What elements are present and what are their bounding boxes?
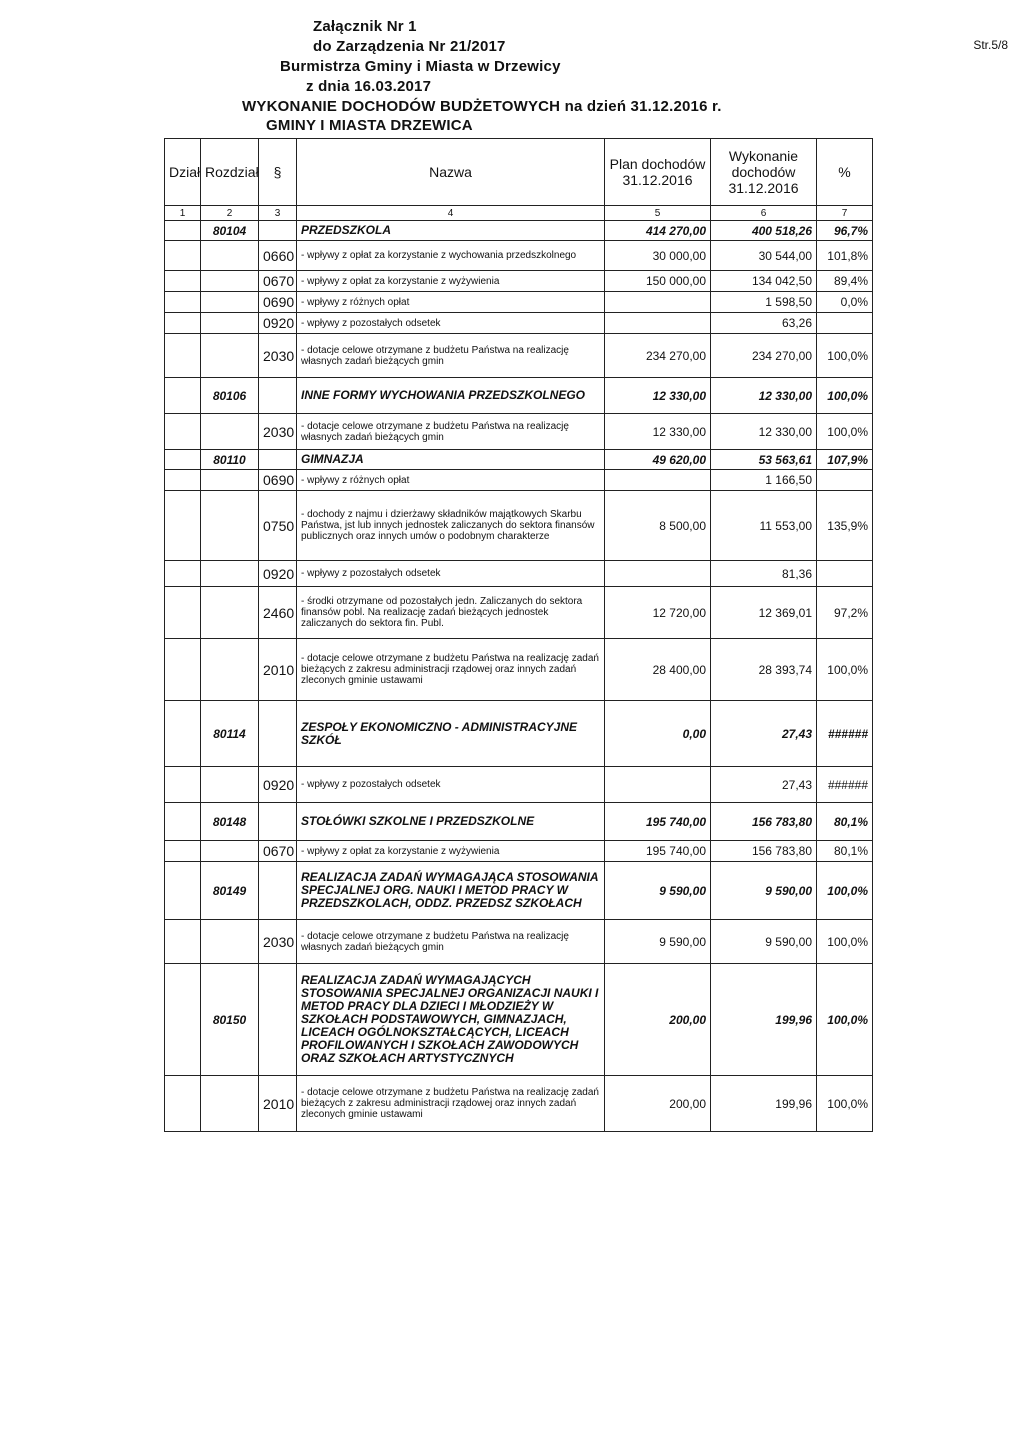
- wykonanie-cell: 28 393,74: [711, 639, 817, 701]
- rozdzial-cell: [201, 561, 259, 587]
- col-number: 7: [817, 206, 873, 221]
- plan-cell: 30 000,00: [605, 241, 711, 271]
- percent-cell: [817, 313, 873, 334]
- col-number: 6: [711, 206, 817, 221]
- wykonanie-cell: 27,43: [711, 701, 817, 767]
- report-title: WYKONANIE DOCHODÓW BUDŻETOWYCH na dzień 31.12.2016 r.: [242, 98, 722, 115]
- col-number: 4: [297, 206, 605, 221]
- dzial-cell: [165, 920, 201, 964]
- decree-number: do Zarządzenia Nr 21/2017: [313, 38, 506, 55]
- col-number: 5: [605, 206, 711, 221]
- line-item-row: [165, 271, 873, 292]
- paragraf-cell: 0690: [259, 470, 297, 491]
- rozdzial-cell: [201, 470, 259, 491]
- percent-cell: [817, 470, 873, 491]
- percent-cell: 100,0%: [817, 862, 873, 920]
- name-cell: - wpływy z pozostałych odsetek: [297, 561, 605, 587]
- percent-cell: 100,0%: [817, 334, 873, 378]
- rozdzial-cell: 80150: [201, 964, 259, 1076]
- name-cell: - wpływy z pozostałych odsetek: [297, 767, 605, 803]
- dzial-cell: [165, 1076, 201, 1132]
- paragraf-cell: 2030: [259, 334, 297, 378]
- paragraf-cell: 0660: [259, 241, 297, 271]
- paragraf-cell: 0920: [259, 561, 297, 587]
- name-cell: - wpływy z opłat za korzystanie z wyżywienia: [297, 841, 605, 862]
- rozdzial-cell: 80114: [201, 701, 259, 767]
- name-cell: - wpływy z różnych opłat: [297, 292, 605, 313]
- line-item-row: [165, 587, 873, 639]
- plan-cell: 414 270,00: [605, 221, 711, 241]
- dzial-cell: [165, 587, 201, 639]
- table-header-row: [165, 139, 873, 206]
- percent-cell: 100,0%: [817, 378, 873, 414]
- column-number-row: [165, 206, 873, 221]
- percent-cell: 135,9%: [817, 491, 873, 561]
- paragraf-cell: [259, 221, 297, 241]
- dzial-cell: [165, 767, 201, 803]
- line-item-row: [165, 313, 873, 334]
- name-cell: REALIZACJA ZADAŃ WYMAGAJĄCA STOSOWANIA SPECJALNEJ ORG. NAUKI I METOD PRACY W PRZEDSZKOLACH, ODDZ. PRZEDSZ SZKOŁACH: [297, 862, 605, 920]
- line-item-row: [165, 241, 873, 271]
- plan-cell: 8 500,00: [605, 491, 711, 561]
- paragraf-cell: 0670: [259, 271, 297, 292]
- section-row: [165, 862, 873, 920]
- name-cell: - dotacje celowe otrzymane z budżetu Państwa na realizację zadań bieżących z zakresu administracji rządowej oraz innych zadań zleconych gminie ustawami: [297, 639, 605, 701]
- wykonanie-cell: 53 563,61: [711, 450, 817, 470]
- paragraf-cell: 0920: [259, 313, 297, 334]
- rozdzial-cell: 80148: [201, 803, 259, 841]
- paragraf-cell: 2460: [259, 587, 297, 639]
- page-number: Str.5/8: [973, 38, 1008, 52]
- wykonanie-cell: 156 783,80: [711, 803, 817, 841]
- percent-cell: 0,0%: [817, 292, 873, 313]
- dzial-cell: [165, 313, 201, 334]
- table-body: [165, 139, 873, 1132]
- wykonanie-cell: 1 598,50: [711, 292, 817, 313]
- rozdzial-cell: 80106: [201, 378, 259, 414]
- plan-cell: 9 590,00: [605, 862, 711, 920]
- rozdzial-cell: [201, 587, 259, 639]
- rozdzial-cell: [201, 920, 259, 964]
- paragraf-cell: [259, 450, 297, 470]
- name-cell: - dotacje celowe otrzymane z budżetu Państwa na realizację własnych zadań bieżących gmin: [297, 920, 605, 964]
- plan-cell: 9 590,00: [605, 920, 711, 964]
- line-item-row: [165, 767, 873, 803]
- percent-cell: [817, 561, 873, 587]
- col-dzial-header: Dział: [165, 139, 201, 206]
- line-item-row: [165, 561, 873, 587]
- paragraf-cell: [259, 701, 297, 767]
- decree-date: z dnia 16.03.2017: [306, 78, 432, 95]
- dzial-cell: [165, 701, 201, 767]
- percent-cell: 107,9%: [817, 450, 873, 470]
- name-cell: - dotacje celowe otrzymane z budżetu Państwa na realizację własnych zadań bieżących gmin: [297, 334, 605, 378]
- wykonanie-cell: 12 369,01: [711, 587, 817, 639]
- plan-cell: 234 270,00: [605, 334, 711, 378]
- name-cell: ZESPOŁY EKONOMICZNO - ADMINISTRACYJNE SZKÓŁ: [297, 701, 605, 767]
- name-cell: - wpływy z opłat za korzystanie z wychowania przedszkolnego: [297, 241, 605, 271]
- percent-cell: 100,0%: [817, 639, 873, 701]
- name-cell: INNE FORMY WYCHOWANIA PRZEDSZKOLNEGO: [297, 378, 605, 414]
- percent-cell: 100,0%: [817, 964, 873, 1076]
- wykonanie-cell: 9 590,00: [711, 920, 817, 964]
- document-header: [0, 0, 1024, 140]
- section-row: [165, 221, 873, 241]
- plan-cell: [605, 561, 711, 587]
- plan-cell: [605, 292, 711, 313]
- paragraf-cell: 2010: [259, 639, 297, 701]
- name-cell: - dotacje celowe otrzymane z budżetu Państwa na realizację zadań bieżących z zakresu administracji rządowej oraz innych zadań zleconych gminie ustawami: [297, 1076, 605, 1132]
- wykonanie-cell: 234 270,00: [711, 334, 817, 378]
- percent-cell: 101,8%: [817, 241, 873, 271]
- paragraf-cell: [259, 803, 297, 841]
- dzial-cell: [165, 841, 201, 862]
- percent-cell: 96,7%: [817, 221, 873, 241]
- col-number: 2: [201, 206, 259, 221]
- dzial-cell: [165, 414, 201, 450]
- dzial-cell: [165, 450, 201, 470]
- dzial-cell: [165, 561, 201, 587]
- percent-cell: 80,1%: [817, 841, 873, 862]
- dzial-cell: [165, 378, 201, 414]
- dzial-cell: [165, 241, 201, 271]
- col-wykonanie-header: Wykonanie dochodów 31.12.2016: [711, 139, 817, 206]
- line-item-row: [165, 414, 873, 450]
- rozdzial-cell: 80104: [201, 221, 259, 241]
- dzial-cell: [165, 221, 201, 241]
- paragraf-cell: 2010: [259, 1076, 297, 1132]
- col-rozdzial-header: Rozdział: [201, 139, 259, 206]
- name-cell: - dotacje celowe otrzymane z budżetu Państwa na realizację własnych zadań bieżących gmin: [297, 414, 605, 450]
- rozdzial-cell: [201, 292, 259, 313]
- plan-cell: 12 720,00: [605, 587, 711, 639]
- name-cell: - środki otrzymane od pozostałych jedn. Zaliczanych do sektora finansów pobl. Na realizację zadań bieżących jednostek zaliczanych do sektora fin. Publ.: [297, 587, 605, 639]
- name-cell: REALIZACJA ZADAŃ WYMAGAJĄCYCH STOSOWANIA SPECJALNEJ ORGANIZACJI NAUKI I METOD PRACY DLA DZIECI I MŁODZIEŻY W SZKOŁACH PODSTAWOWYCH, GIMNAZJACH, LICEACH OGÓLNOKSZTAŁCĄCYCH, LICEACH PROFILOWANYCH I SZKOŁACH ZAWODOWYCH ORAZ SZKOŁACH ARTYSTYCZNYCH: [297, 964, 605, 1076]
- rozdzial-cell: 80110: [201, 450, 259, 470]
- wykonanie-cell: 27,43: [711, 767, 817, 803]
- rozdzial-cell: [201, 414, 259, 450]
- section-row: [165, 450, 873, 470]
- wykonanie-cell: 11 553,00: [711, 491, 817, 561]
- col-paragraf-header: §: [259, 139, 297, 206]
- section-row: [165, 701, 873, 767]
- section-row: [165, 803, 873, 841]
- wykonanie-cell: 134 042,50: [711, 271, 817, 292]
- plan-cell: [605, 470, 711, 491]
- col-nazwa-header: Nazwa: [297, 139, 605, 206]
- line-item-row: [165, 491, 873, 561]
- col-number: 3: [259, 206, 297, 221]
- attachment-title: Załącznik Nr 1: [313, 18, 417, 35]
- name-cell: - dochody z najmu i dzierżawy składników majątkowych Skarbu Państwa, jst lub innych jednostek zaliczanych do sektora finansów publicznych oraz innych umów o podobnym charakterze: [297, 491, 605, 561]
- rozdzial-cell: [201, 241, 259, 271]
- dzial-cell: [165, 470, 201, 491]
- plan-cell: 0,00: [605, 701, 711, 767]
- percent-cell: 100,0%: [817, 1076, 873, 1132]
- line-item-row: [165, 841, 873, 862]
- plan-cell: 150 000,00: [605, 271, 711, 292]
- section-row: [165, 378, 873, 414]
- paragraf-cell: 0690: [259, 292, 297, 313]
- rozdzial-cell: [201, 334, 259, 378]
- rozdzial-cell: [201, 271, 259, 292]
- dzial-cell: [165, 334, 201, 378]
- col-number: 1: [165, 206, 201, 221]
- line-item-row: [165, 639, 873, 701]
- plan-cell: [605, 313, 711, 334]
- paragraf-cell: 2030: [259, 414, 297, 450]
- line-item-row: [165, 1076, 873, 1132]
- plan-cell: 200,00: [605, 964, 711, 1076]
- percent-cell: 100,0%: [817, 920, 873, 964]
- percent-cell: 100,0%: [817, 414, 873, 450]
- report-subtitle: GMINY I MIASTA DRZEWICA: [266, 117, 473, 134]
- plan-cell: 195 740,00: [605, 803, 711, 841]
- percent-cell: 97,2%: [817, 587, 873, 639]
- wykonanie-cell: 156 783,80: [711, 841, 817, 862]
- wykonanie-cell: 199,96: [711, 964, 817, 1076]
- plan-cell: 200,00: [605, 1076, 711, 1132]
- wykonanie-cell: 9 590,00: [711, 862, 817, 920]
- rozdzial-cell: 80149: [201, 862, 259, 920]
- dzial-cell: [165, 491, 201, 561]
- rozdzial-cell: [201, 313, 259, 334]
- plan-cell: 49 620,00: [605, 450, 711, 470]
- plan-cell: [605, 767, 711, 803]
- col-procent-header: %: [817, 139, 873, 206]
- budget-table: [164, 138, 872, 1132]
- plan-cell: 12 330,00: [605, 378, 711, 414]
- percent-cell: 80,1%: [817, 803, 873, 841]
- name-cell: - wpływy z pozostałych odsetek: [297, 313, 605, 334]
- dzial-cell: [165, 862, 201, 920]
- wykonanie-cell: 1 166,50: [711, 470, 817, 491]
- dzial-cell: [165, 803, 201, 841]
- percent-cell: ######: [817, 701, 873, 767]
- section-row: [165, 964, 873, 1076]
- paragraf-cell: 0670: [259, 841, 297, 862]
- name-cell: PRZEDSZKOLA: [297, 221, 605, 241]
- paragraf-cell: 2030: [259, 920, 297, 964]
- rozdzial-cell: [201, 639, 259, 701]
- wykonanie-cell: 400 518,26: [711, 221, 817, 241]
- line-item-row: [165, 334, 873, 378]
- name-cell: GIMNAZJA: [297, 450, 605, 470]
- rozdzial-cell: [201, 767, 259, 803]
- paragraf-cell: [259, 862, 297, 920]
- line-item-row: [165, 920, 873, 964]
- paragraf-cell: 0920: [259, 767, 297, 803]
- wykonanie-cell: 30 544,00: [711, 241, 817, 271]
- dzial-cell: [165, 639, 201, 701]
- issuer: Burmistrza Gminy i Miasta w Drzewicy: [280, 58, 561, 75]
- plan-cell: 12 330,00: [605, 414, 711, 450]
- rozdzial-cell: [201, 841, 259, 862]
- paragraf-cell: [259, 378, 297, 414]
- line-item-row: [165, 292, 873, 313]
- paragraf-cell: 0750: [259, 491, 297, 561]
- wykonanie-cell: 63,26: [711, 313, 817, 334]
- percent-cell: 89,4%: [817, 271, 873, 292]
- name-cell: STOŁÓWKI SZKOLNE I PRZEDSZKOLNE: [297, 803, 605, 841]
- wykonanie-cell: 199,96: [711, 1076, 817, 1132]
- dzial-cell: [165, 271, 201, 292]
- plan-cell: 195 740,00: [605, 841, 711, 862]
- plan-cell: 28 400,00: [605, 639, 711, 701]
- paragraf-cell: [259, 964, 297, 1076]
- col-plan-header: Plan dochodów 31.12.2016: [605, 139, 711, 206]
- wykonanie-cell: 12 330,00: [711, 378, 817, 414]
- dzial-cell: [165, 292, 201, 313]
- rozdzial-cell: [201, 491, 259, 561]
- percent-cell: ######: [817, 767, 873, 803]
- line-item-row: [165, 470, 873, 491]
- wykonanie-cell: 12 330,00: [711, 414, 817, 450]
- name-cell: - wpływy z opłat za korzystanie z wyżywienia: [297, 271, 605, 292]
- rozdzial-cell: [201, 1076, 259, 1132]
- dzial-cell: [165, 964, 201, 1076]
- name-cell: - wpływy z różnych opłat: [297, 470, 605, 491]
- wykonanie-cell: 81,36: [711, 561, 817, 587]
